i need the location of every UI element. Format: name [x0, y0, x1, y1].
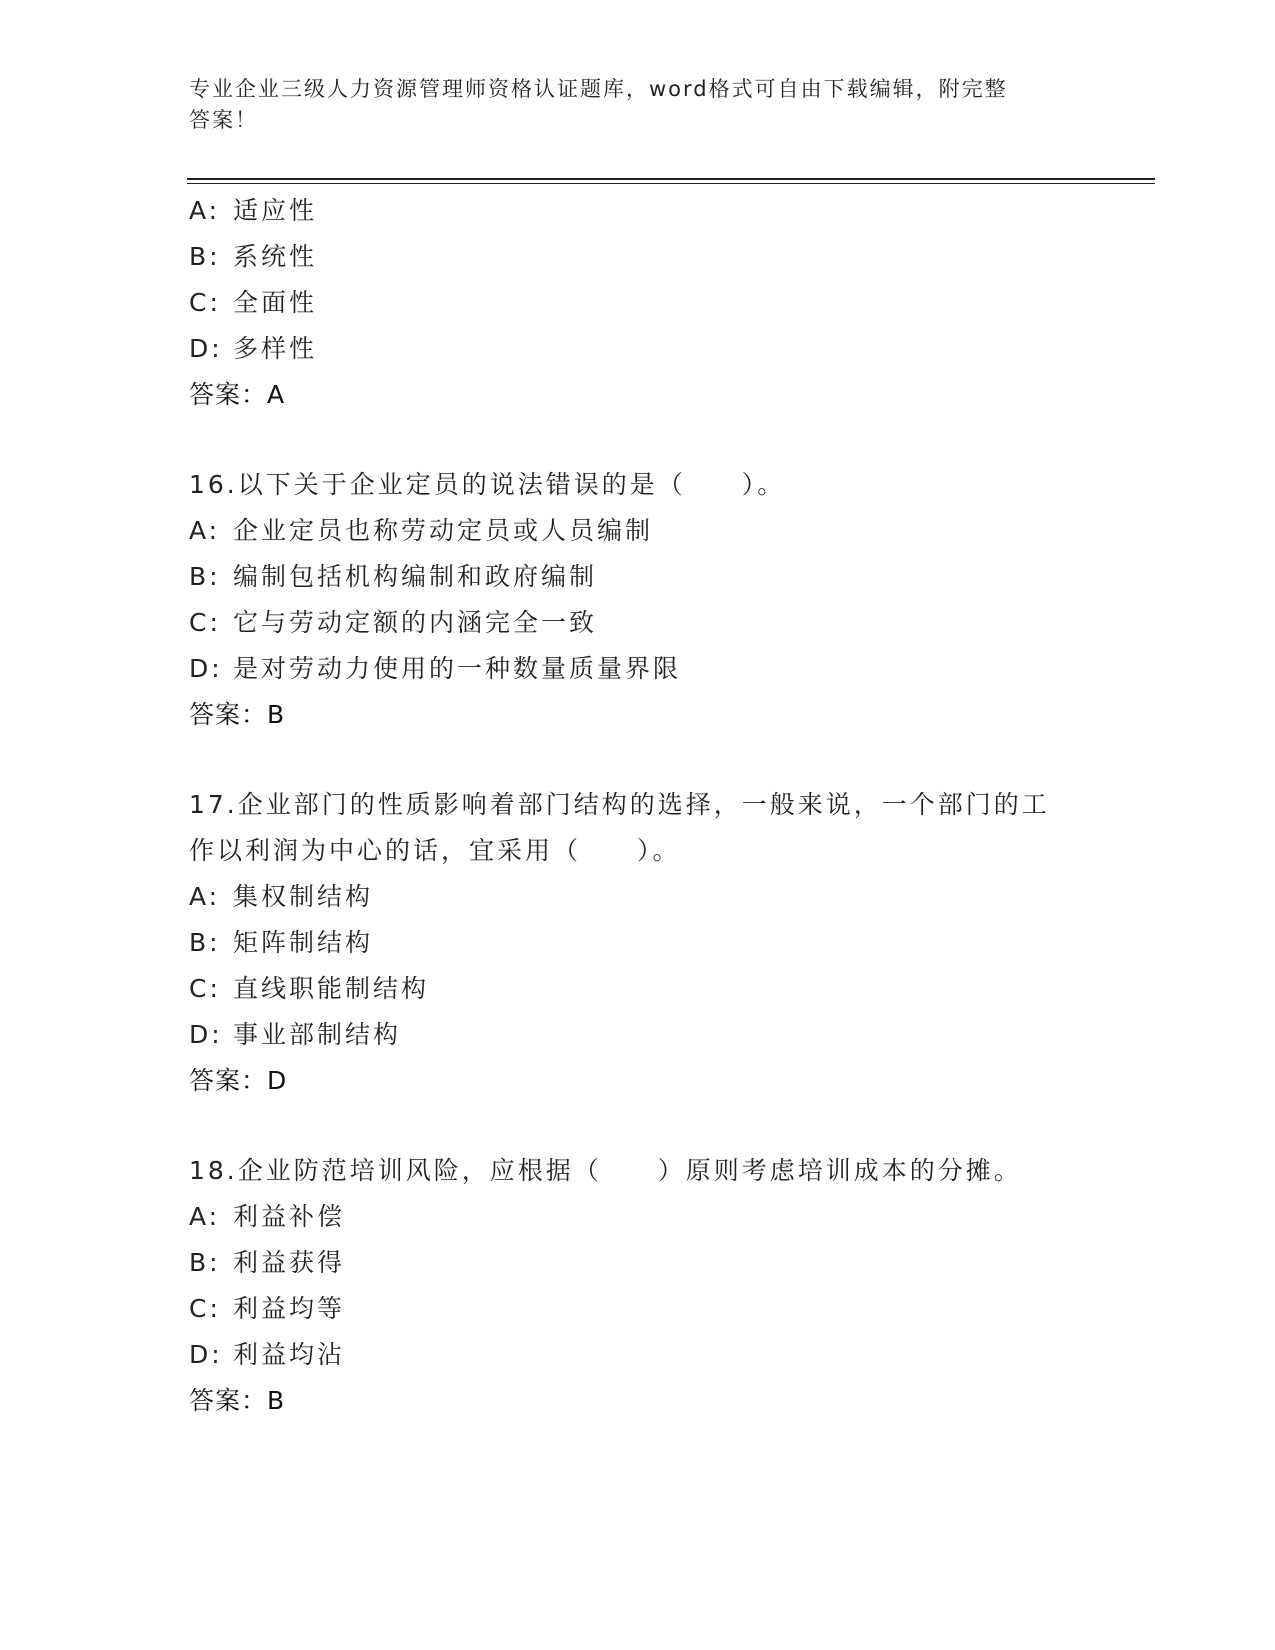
- option-letter: B:: [189, 242, 221, 271]
- option-text: 利益均等: [233, 1294, 346, 1323]
- option-text: 全面性: [233, 288, 318, 317]
- option-text: 利益均沾: [233, 1340, 346, 1369]
- option-text: 事业部制结构: [233, 1020, 402, 1049]
- option-text: 利益补偿: [233, 1202, 346, 1231]
- spacer: [189, 1104, 1149, 1148]
- option-letter: C:: [189, 974, 221, 1003]
- option-letter: A:: [189, 882, 221, 911]
- question-16: [189, 462, 1149, 738]
- header-divider: [187, 178, 1155, 184]
- option-d: [189, 326, 1149, 372]
- option-a: [189, 874, 1149, 920]
- option-c: [189, 600, 1149, 646]
- question-17: [189, 782, 1149, 1104]
- question-stem: 16.以下关于企业定员的说法错误的是（ ）。: [189, 470, 786, 499]
- option-letter: A:: [189, 1202, 221, 1231]
- option-a: [189, 508, 1149, 554]
- option-letter: B:: [189, 928, 221, 957]
- question-stem: 17.企业部门的性质影响着部门结构的选择，一般来说，一个部门的工: [189, 790, 1050, 819]
- option-b: [189, 920, 1149, 966]
- option-b: [189, 234, 1149, 280]
- question-stem: 18.企业防范培训风险，应根据（ ）原则考虑培训成本的分摊。: [189, 1156, 1022, 1185]
- option-text: 是对劳动力使用的一种数量质量界限: [233, 654, 682, 683]
- answer-line: 答案：B: [189, 1386, 286, 1415]
- option-a: [189, 188, 1149, 234]
- option-text: 系统性: [233, 242, 318, 271]
- option-letter: D:: [189, 1020, 223, 1049]
- spacer: [189, 418, 1149, 462]
- option-c: [189, 1286, 1149, 1332]
- option-c: [189, 280, 1149, 326]
- option-text: 集权制结构: [233, 882, 374, 911]
- option-letter: D:: [189, 1340, 223, 1369]
- option-text: 编制包括机构编制和政府编制: [233, 562, 598, 591]
- answer-line: 答案：B: [189, 700, 286, 729]
- option-text: 直线职能制结构: [233, 974, 430, 1003]
- option-d: [189, 1012, 1149, 1058]
- option-b: [189, 1240, 1149, 1286]
- option-letter: A:: [189, 516, 221, 545]
- option-d: [189, 1332, 1149, 1378]
- document-header: [189, 74, 1069, 136]
- question-stem-continued: 作以利润为中心的话，宜采用（ ）。: [189, 836, 681, 865]
- question-18: [189, 1148, 1149, 1424]
- answer-line: 答案：D: [189, 1066, 288, 1095]
- option-b: [189, 554, 1149, 600]
- option-letter: B:: [189, 1248, 221, 1277]
- option-letter: A:: [189, 196, 221, 225]
- option-d: [189, 646, 1149, 692]
- option-letter: C:: [189, 1294, 221, 1323]
- header-line-2: 答案！: [189, 108, 258, 132]
- option-letter: D:: [189, 654, 223, 683]
- option-text: 矩阵制结构: [233, 928, 374, 957]
- answer-line: 答案：A: [189, 380, 286, 409]
- option-text: 适应性: [233, 196, 318, 225]
- option-letter: C:: [189, 288, 221, 317]
- option-letter: C:: [189, 608, 221, 637]
- spacer: [189, 738, 1149, 782]
- option-text: 它与劳动定额的内涵完全一致: [233, 608, 598, 637]
- option-text: 企业定员也称劳动定员或人员编制: [233, 516, 654, 545]
- question-15: [189, 188, 1149, 418]
- option-a: [189, 1194, 1149, 1240]
- question-list: [189, 188, 1149, 1424]
- option-letter: B:: [189, 562, 221, 591]
- option-letter: D:: [189, 334, 223, 363]
- option-text: 多样性: [233, 334, 318, 363]
- option-text: 利益获得: [233, 1248, 346, 1277]
- option-c: [189, 966, 1149, 1012]
- header-line-1: 专业企业三级人力资源管理师资格认证题库，word格式可自由下载编辑，附完整: [189, 77, 1008, 101]
